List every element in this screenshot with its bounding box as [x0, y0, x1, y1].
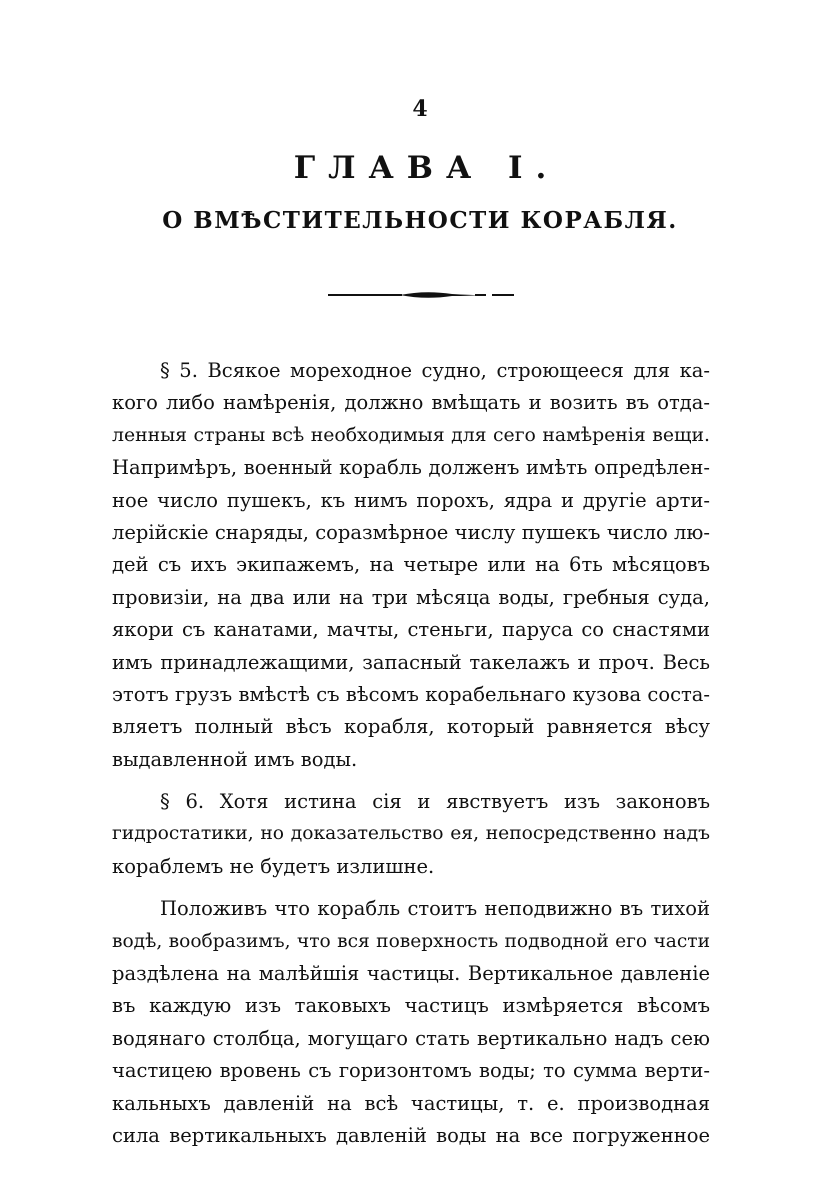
- text-line: кого либо намѣренія, должно вмѣщать и возить въ отда-: [112, 391, 710, 415]
- text-line: § 5. Всякое мореходное судно, строющееся для ка-: [160, 359, 710, 382]
- text-line: частицею вровень съ горизонтомъ воды; то сумма верти-: [112, 1059, 710, 1083]
- text-line: кальныхъ давленій на всѣ частицы, т. е. производная: [112, 1091, 710, 1115]
- text-line: якори съ канатами, мачты, стеньги, паруса со снастями: [112, 618, 710, 642]
- text-line: ленныя страны всѣ необходимыя для сего намѣренія вещи.: [112, 424, 710, 446]
- text-line: Положивъ что корабль стоитъ неподвижно въ тихой: [160, 897, 710, 921]
- text-line: этотъ грузъ вмѣстѣ съ вѣсомъ корабельнаго кузова соста-: [112, 682, 710, 706]
- paragraph-7: [112, 893, 710, 1152]
- chapter-subtitle: О ВМѢСТИТЕЛЬНОСТИ КОРАБЛЯ.: [162, 207, 678, 234]
- text-line: выдавленной имъ воды.: [112, 747, 358, 771]
- text-line: въ каждую изъ таковыхъ частицъ измѣряется вѣсомъ: [112, 994, 710, 1018]
- text-line: Напримѣръ, военный корабль долженъ имѣть опредѣлен-: [112, 456, 710, 480]
- text-line: лерійскіе снаряды, соразмѣрное числу пушекъ число лю-: [112, 520, 710, 544]
- text-line: сила вертикальныхъ давленій воды на все погруженное: [112, 1123, 710, 1147]
- text-line: провизіи, на два или на три мѣсяца воды, гребныя суда,: [112, 585, 710, 609]
- text-line: вляетъ полный вѣсъ корабля, который равняется вѣсу: [112, 715, 710, 739]
- paragraph-6: [112, 786, 710, 883]
- text-line: раздѣлена на малѣйшія частицы. Вертикальное давленіе: [112, 962, 710, 986]
- page-number: 4: [412, 96, 428, 122]
- ornament-rule-icon: [320, 285, 520, 305]
- text-line: § 6. Хотя истина сія и явствуетъ изъ законовъ: [160, 790, 710, 814]
- paragraph-5: [112, 355, 710, 776]
- ornament-divider: [0, 285, 840, 305]
- text-line: дей съ ихъ экипажемъ, на четыре или на 6ть мѣсяцовъ: [112, 553, 710, 577]
- text-line: водянаго столбца, могущаго стать вертикально надъ сею: [112, 1026, 710, 1050]
- text-line: имъ принадлежащими, запасный такелажъ и проч. Весь: [112, 650, 710, 674]
- text-line: водѣ, вообразимъ, что вся поверхность подводной его части: [112, 930, 710, 952]
- text-line: кораблемъ не будетъ излишне.: [112, 854, 435, 878]
- chapter-title: ГЛАВА I.: [293, 150, 560, 186]
- body-text: [112, 355, 710, 1152]
- text-line: гидростатики, но доказательство ея, непосредственно надъ: [112, 823, 710, 845]
- text-line: ное число пушекъ, къ нимъ порохъ, ядра и другіе арти-: [112, 488, 710, 512]
